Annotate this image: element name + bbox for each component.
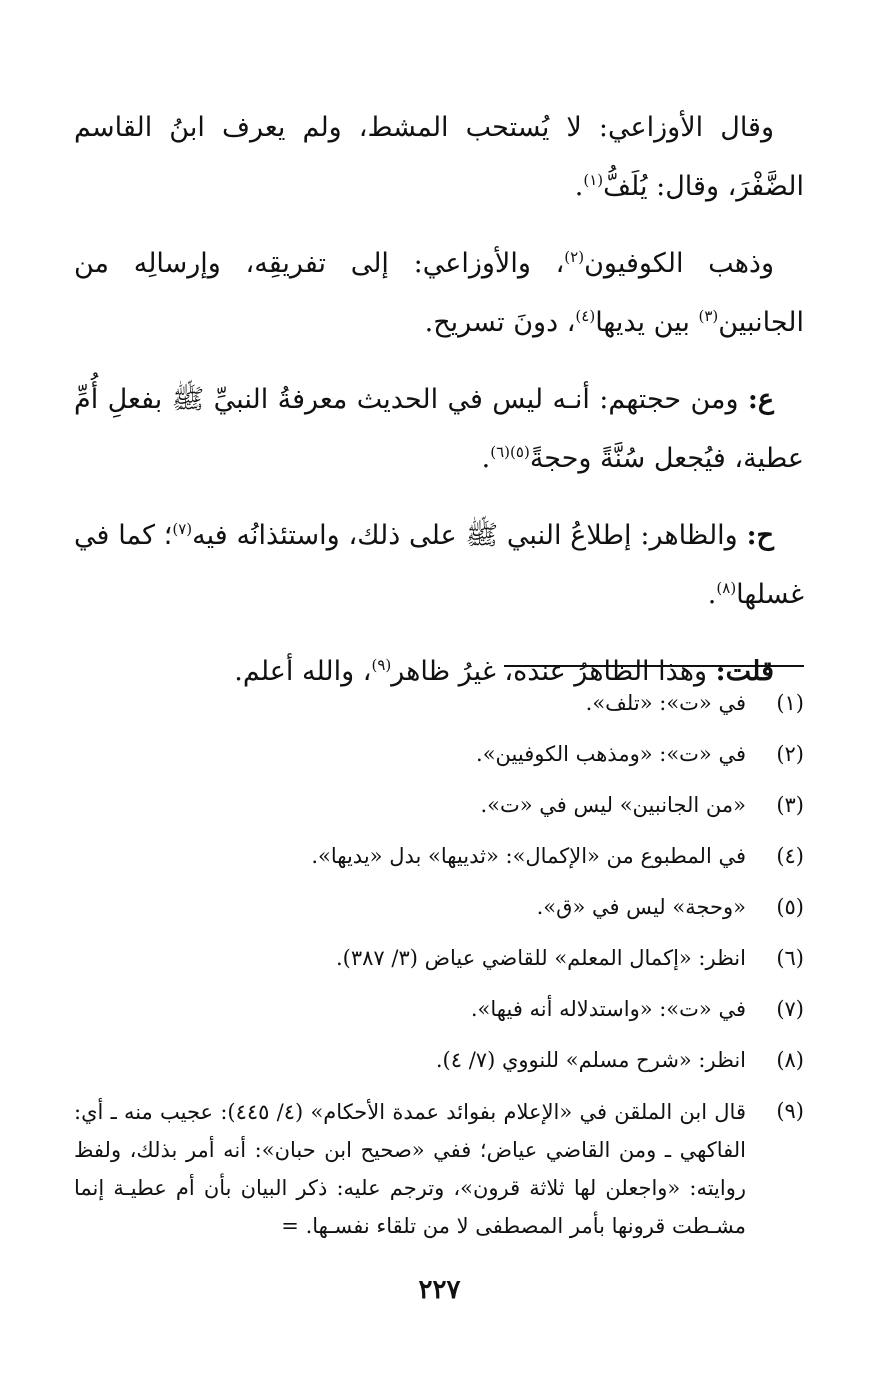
footnote-separator	[504, 665, 804, 667]
footnote-ref-9[interactable]: (٩)	[371, 656, 392, 674]
footnote-number: (٧)	[776, 997, 804, 1021]
footnote-number: (١)	[776, 691, 804, 715]
footnote-ref-2[interactable]: (٢)	[564, 248, 585, 266]
footnote-text: في «ت»: «تلف».	[585, 691, 746, 715]
paragraph-4	[74, 506, 804, 624]
footnote-ref-1[interactable]: (١)	[583, 171, 604, 189]
footnote-text: في «ت»: «ومذهب الكوفيين».	[476, 742, 746, 766]
p5-label: قلت:	[715, 656, 774, 687]
footnote-item	[74, 729, 804, 780]
p2-text2: ، والأوزاعي: إلى تفريقِه، وإرسالِه من الجانبين	[74, 248, 804, 338]
p3-label: ع:	[747, 384, 774, 415]
p4-end: .	[707, 579, 717, 610]
footnote-number: (٥)	[776, 895, 804, 919]
footnote-number: (٣)	[776, 793, 804, 817]
footnote-text: انظر: «إكمال المعلم» للقاضي عياض (٣/ ٣٨٧).	[335, 946, 746, 970]
footnote-text: قال ابن الملقن في «الإعلام بفوائد عمدة الأحكام» (٤/ ٤٤٥): عجيب منه ـ أي: الفاكهي ـ ومن القاضي عياض؛ ففي «صحيح ابن حبان»: أنه أمر بذلك، ولفظ روايته: «واجعلن لها ثلاثة قرون»، وترجم عليه: ذكر البيان بأن أم عطيـة إنما مشـطت قرونها بأمر المصطفى لا من تلقاء نفسـها. =	[74, 1100, 746, 1238]
footnote-text: «وحجة» ليس في «ق».	[536, 895, 746, 919]
footnote-number: (٤)	[776, 844, 804, 868]
footnote-item	[74, 1035, 804, 1086]
footnote-item	[74, 1086, 804, 1245]
footnote-ref-3[interactable]: (٣)	[698, 307, 719, 325]
footnote-item	[74, 831, 804, 882]
footnotes	[74, 678, 804, 1245]
p2-text4: ، دونَ تسريح.	[424, 307, 576, 338]
p3-end: .	[481, 443, 491, 474]
p1-end: .	[574, 171, 584, 202]
footnote-item	[74, 678, 804, 729]
footnote-ref-8[interactable]: (٨)	[716, 579, 737, 597]
footnote-text: «من الجانبين» ليس في «ت».	[480, 793, 746, 817]
p2-text: وذهب الكوفيون	[584, 248, 774, 279]
p4-label: ح:	[746, 520, 774, 551]
footnote-item	[74, 933, 804, 984]
p1-line1: وقال الأوزاعي: لا يُستحب المشط، ولم يعرف ابنُ القاسم الضَّفْرَ،	[74, 112, 804, 202]
footnote-ref-7[interactable]: (٧)	[172, 520, 193, 538]
paragraph-2	[74, 234, 804, 352]
footnote-item	[74, 780, 804, 831]
footnote-item	[74, 984, 804, 1035]
p4-text: والظاهر: إطلاعُ النبي ﷺ على ذلك، واستئذانُه فيه	[192, 520, 747, 551]
p4-text2: ؛ كما في غسلها	[74, 520, 804, 610]
p2-text3: بين يديها	[595, 307, 699, 338]
paragraph-3	[74, 370, 804, 488]
footnote-number: (٩)	[776, 1099, 804, 1123]
footnote-number: (٨)	[776, 1048, 804, 1072]
paragraph-1	[74, 98, 804, 216]
footnote-number: (٦)	[776, 946, 804, 970]
p3-text: ومن حجتهم: أنـه ليس في الحديث معرفةُ النبيِّ ﷺ بفعلِ أُمِّ عطية، فيُجعل سُنَّةً وحجةً	[74, 384, 804, 474]
footnote-text: في «ت»: «واستدلاله أنه فيها».	[470, 997, 746, 1021]
p5-end: ، والله أعلم.	[234, 656, 372, 687]
footnote-item	[74, 882, 804, 933]
footnote-text: في المطبوع من «الإكمال»: «ثدييها» بدل «يديها».	[311, 844, 746, 868]
footnote-number: (٢)	[776, 742, 804, 766]
footnote-text: انظر: «شرح مسلم» للنووي (٧/ ٤).	[435, 1048, 746, 1072]
footnote-ref-5-6[interactable]: (٥)(٦)	[490, 443, 530, 461]
page-number: ٢٢٧	[418, 1275, 461, 1305]
p1-line2: وقال: يُلَفُّ	[603, 171, 719, 202]
footnote-ref-4[interactable]: (٤)	[575, 307, 596, 325]
p5-text: وهذا الظاهرُ عنده، غيرُ ظاهر	[391, 656, 716, 687]
main-text	[74, 98, 804, 701]
